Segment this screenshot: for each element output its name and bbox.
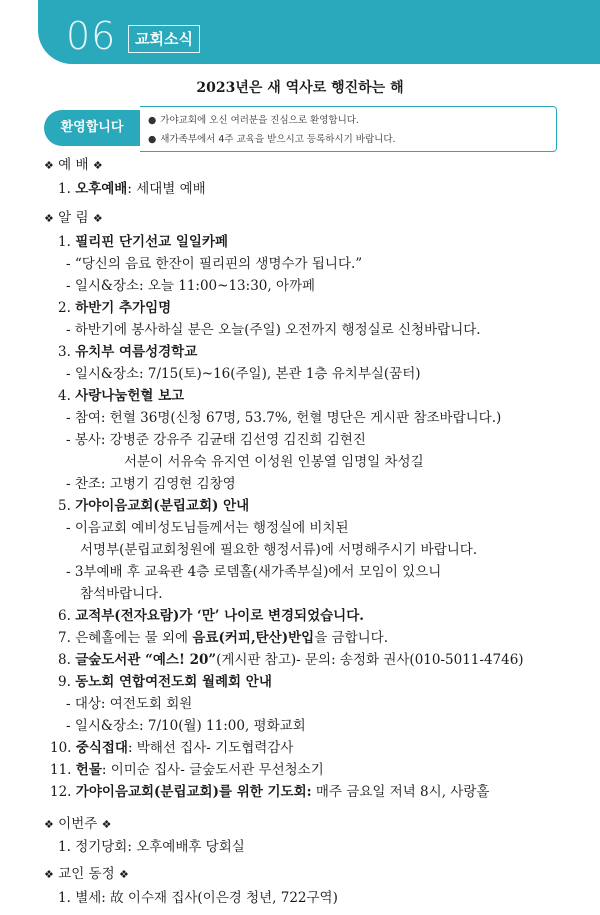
notice-4-detail: - 봉사: 강병준 강유주 김균태 김선영 김진희 김현진	[66, 432, 366, 448]
diamond-icon: ❖	[44, 212, 54, 225]
notice-5-detail: - 이음교회 예비성도님들께서는 행정실에 비치된	[66, 520, 349, 536]
notice-9-detail: - 대상: 여전도회 회원	[66, 696, 193, 712]
notice-2-detail: - 하반기에 봉사하실 분은 오늘(주일) 오전까지 행정실로 신청바랍니다.	[66, 322, 481, 338]
bullet-icon: ●	[148, 115, 157, 126]
diamond-icon: ❖	[92, 212, 103, 225]
notice-1-detail: - 일시&장소: 오늘 11:00~13:30, 아까페	[66, 278, 316, 294]
welcome-tag: 환영합니다	[44, 110, 140, 146]
page-number: 06	[66, 14, 117, 58]
list-item: 1. 오후예배: 세대별 예배	[58, 181, 206, 197]
diamond-icon: ❖	[101, 818, 112, 831]
welcome-line: ● 가야교회에 오신 여러분을 진심으로 환영합니다.	[148, 115, 359, 126]
section-heading-this-week: ❖ 이번주 ❖	[44, 816, 112, 832]
notice-1: 1. 필리핀 단기선교 일일카페	[58, 234, 229, 250]
notice-2: 2. 하반기 추가임명	[58, 300, 172, 316]
notice-9-detail: - 일시&장소: 7/10(월) 11:00, 평화교회	[66, 718, 306, 734]
notice-4: 4. 사랑나눔헌혈 보고	[58, 388, 185, 404]
list-item: 1. 별세: 故 이수재 집사(이은경 청년, 722구역)	[58, 890, 338, 906]
notice-10: 10. 중식접대: 박해선 집사- 기도협력감사	[50, 740, 294, 756]
motto: 2023년은 새 역사로 행진하는 해	[196, 80, 404, 96]
section-label: 교회소식	[128, 25, 200, 53]
notice-5-detail: 참석바랍니다.	[80, 586, 163, 602]
list-item: 1. 정기당회: 오후예배후 당회실	[58, 839, 245, 855]
notice-3: 3. 유치부 여름성경학교	[58, 344, 198, 360]
diamond-icon: ❖	[44, 818, 54, 831]
section-heading-worship: ❖ 예 배 ❖	[44, 157, 103, 173]
notice-5: 5. 가야이음교회(분립교회) 안내	[58, 498, 250, 514]
notice-4-detail: - 참여: 헌혈 36명(신청 67명, 53.7%, 헌혈 명단은 게시판 참조바랍니다.)	[66, 410, 502, 426]
notice-1-detail: - “당신의 음료 한잔이 필리핀의 생명수가 됩니다.”	[66, 256, 363, 272]
diamond-icon: ❖	[44, 868, 54, 881]
notice-4-detail: 서분이 서유숙 유지연 이성원 인봉열 임명일 차성길	[124, 454, 424, 470]
section-heading-notices: ❖ 알 림 ❖	[44, 210, 103, 226]
diamond-icon: ❖	[44, 159, 54, 172]
section-heading-members: ❖ 교인 동정 ❖	[44, 866, 129, 882]
header-band	[38, 0, 600, 64]
notice-9: 9. 동노회 연합여전도회 월례회 안내	[58, 674, 272, 690]
notice-3-detail: - 일시&장소: 7/15(토)~16(주일), 본관 1층 유치부실(꿈터)	[66, 366, 421, 382]
notice-11: 11. 헌물: 이미순 집사- 글숲도서관 무선청소기	[50, 762, 324, 778]
welcome-line: ● 새가족부에서 4주 교육을 받으시고 등록하시기 바랍니다.	[148, 134, 396, 145]
diamond-icon: ❖	[118, 868, 129, 881]
notice-5-detail: - 3부예배 후 교육관 4층 로뎀홀(새가족부실)에서 모임이 있으니	[66, 564, 442, 580]
diamond-icon: ❖	[92, 159, 103, 172]
notice-8: 8. 글숲도서관 “예스! 20”(게시판 참고)- 문의: 송정화 권사(010-5011-4746)	[58, 652, 524, 668]
notice-6: 6. 교적부(전자요람)가 ‘만’ 나이로 변경되었습니다.	[58, 608, 364, 624]
notice-4-detail: - 찬조: 고병기 김영현 김창영	[66, 476, 236, 492]
notice-5-detail: 서명부(분립교회청원에 필요한 행정서류)에 서명해주시기 바랍니다.	[80, 542, 478, 558]
notice-12: 12. 가야이음교회(분립교회)를 위한 기도회: 매주 금요일 저녁 8시, 사랑홀	[50, 784, 490, 800]
welcome-box	[140, 106, 557, 152]
notice-7: 7. 은혜홀에는 물 외에 음료(커피,탄산)반입을 금합니다.	[58, 630, 388, 646]
bullet-icon: ●	[148, 134, 157, 145]
